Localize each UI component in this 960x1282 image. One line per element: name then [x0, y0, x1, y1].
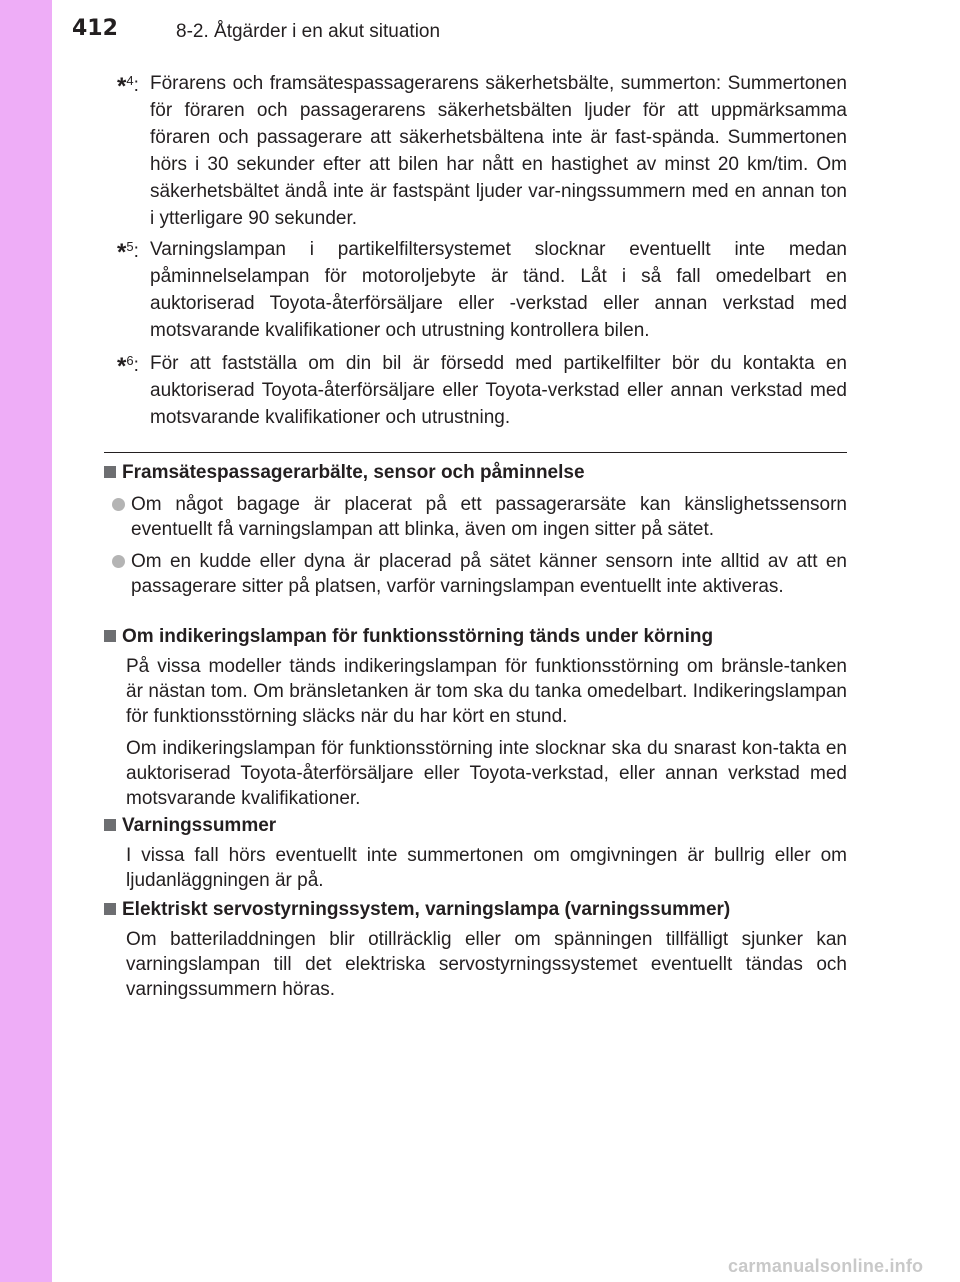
footnote-marker: *$^5$:: [117, 239, 139, 266]
divider: [104, 452, 847, 453]
footnote: [117, 236, 847, 344]
section-heading: Elektriskt servostyrningssystem, varningslampa (varningssummer): [104, 897, 847, 922]
circle-bullet-icon: [112, 498, 125, 511]
square-bullet-icon: [104, 819, 116, 831]
list-item: Om en kudde eller dyna är placerad på sätet känner sensorn inte alltid av att en passagerare sitter på platsen, varför varningslampan eventuellt inte aktiveras.: [104, 549, 847, 599]
section-heading: Framsätespassagerarbälte, sensor och påminnelse: [104, 460, 847, 485]
section-power-steering: [104, 897, 847, 1002]
footnote-text: Varningslampan i partikelfiltersystemet slocknar eventuellt inte medan påminnelselampan för motoroljebyte är tänd. Låt i så fall omedelbart en auktoriserad Toyota-återförsäljare eller -verkstad eller annan verkstad med motsvarande kvalifikationer och utrustning kontrollera bilen.: [150, 239, 847, 341]
section-warning-buzzer: [104, 813, 847, 893]
watermark: carmanualsonline.info: [728, 1256, 924, 1276]
paragraph: På vissa modeller tänds indikeringslampan för funktionsstörning om bränsle-tanken är nästan tom. Om bränsletanken är tom ska du tanka omedelbart. Indikeringslampan för funktionsstörning släcks när du har kört en stund.: [126, 656, 847, 727]
paragraph: Om indikeringslampan för funktionsstörning inte slocknar ska du snarast kon-takta en auktoriserad Toyota-återförsäljare eller Toyota-verkstad, eller annan verkstad med motsvarande kvalifikationer.: [126, 738, 847, 809]
page-margin-tab: [0, 0, 52, 1282]
square-bullet-icon: [104, 466, 116, 478]
footnote: [117, 70, 847, 232]
paragraph: Om batteriladdningen blir otillräcklig eller om spänningen tillfälligt sjunker kan varningslampan till det elektriska servostyrningssystemet eventuellt tändas och varningssummern höras.: [126, 929, 847, 1000]
section-passenger-belt-sensor: [104, 460, 847, 599]
section-malfunction-indicator: [104, 624, 847, 811]
square-bullet-icon: [104, 630, 116, 642]
list-item: Om något bagage är placerat på ett passagerarsäte kan känslighetssensorn eventuellt få varningslampan att blinka, även om ingen sitter på sätet.: [104, 492, 847, 542]
footnote-text: För att fastställa om din bil är försedd med partikelfilter bör du kontakta en auktoriserad Toyota-återförsäljare eller Toyota-verkstad eller annan verkstad med motsvarande kvalifikationer och utrustning.: [150, 353, 847, 428]
section-heading: Om indikeringslampan för funktionsstörning tänds under körning: [104, 624, 847, 649]
footnote-text: Förarens och framsätespassagerarens säkerhetsbälte, summerton: Summertonen för föraren och passagerarens säkerhetsbälten ljuder för att uppmärksamma föraren och passagerare att säkerhetsbältena inte är fast-spända. Summertonen hörs i 30 sekunder efter att bilen har nått en hastighet av minst 20 km/tim. Om säkerhetsbältet ändå inte är fastspänt ljuder var-ningssummern med en annan ton i ytterligare 90 sekunder.: [150, 73, 847, 229]
page-number: 412: [72, 16, 118, 41]
paragraph: I vissa fall hörs eventuellt inte summertonen om omgivningen är bullrig eller om ljudanläggningen är på.: [126, 845, 847, 891]
square-bullet-icon: [104, 903, 116, 915]
section-title: 8-2. Åtgärder i en akut situation: [176, 21, 441, 42]
footnote-marker: *$^6$:: [117, 353, 139, 380]
section-heading: Varningssummer: [104, 813, 847, 838]
footnote-marker: *$^4$:: [117, 73, 139, 100]
footnote: [117, 350, 847, 431]
circle-bullet-icon: [112, 555, 125, 568]
